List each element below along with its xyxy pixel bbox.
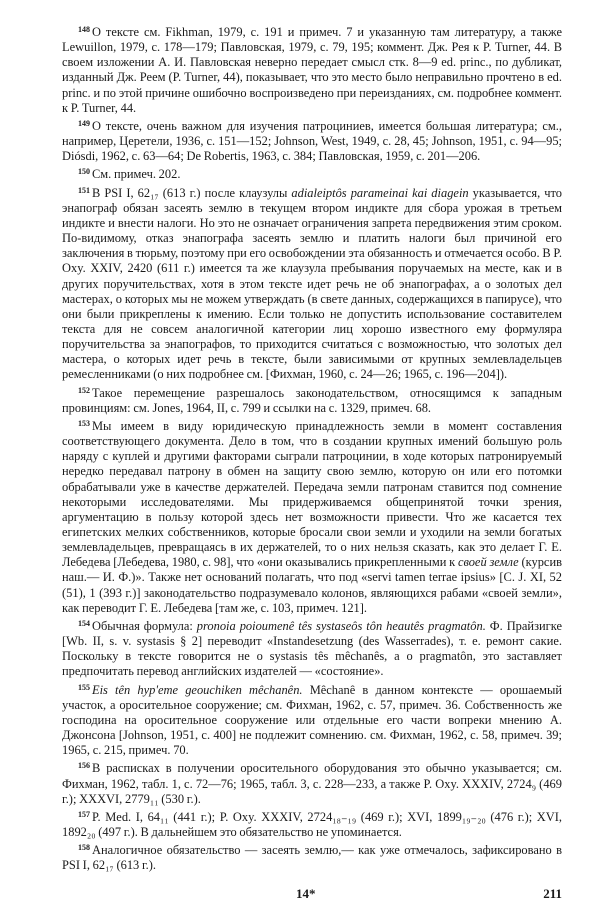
footnote-text: P. Med. I, 64₁₁ (441 г.); P. Oxy. XXXIV, 2724₁₈₋₁₉ (469 г.); XVI, 1899₁₉₋₂₀ (476 г.); XVI, 1892₂₀ (497 г.). В дальнейшем это обязательство не упоминается. — [62, 809, 562, 839]
page-number: 211 — [543, 886, 562, 901]
footnote-text: Такое перемещение разрешалось законодательством, относящимся к западным провинциям: см. Jones, 1964, II, с. 799 и ссылки на с. 1329, примеч. 68. — [62, 385, 562, 415]
footnote-text: Аналогичное обязательство — засеять землю,— как уже отмечалось, зафиксировано в PSI I, 62₁₇ (613 г.). — [62, 843, 562, 873]
footnote-number: 150 — [78, 167, 90, 177]
footnote-152 — [62, 383, 562, 416]
page-footer — [62, 886, 562, 904]
footnote-156 — [62, 758, 562, 806]
footnote-number: 152 — [78, 385, 90, 395]
footnote-italic-phrase: pronoia poioumenê tês systaseôs tôn heautês pragmatôn. — [196, 618, 486, 633]
footnote-153 — [62, 416, 562, 616]
footnote-text-end: (курсив наш.— И. Ф.)». Также нет оснований полагать, что под «servi tamen terrae ipsius» [C. J. XI, 52 (51), 1 (393 г.)] законодательство подразумевало колонов, являющихся рабами «своей земли», как переводит Г. Е. Лебедева [там же, с. 103, примеч. 121]. — [62, 555, 562, 615]
footnote-text-end: указывается, что энапограф обязан засеять землю в текущем втором индикте для сбора урожая в третьем индикте и внести налоги. Но это не означает ограничения запрета передвижения этим сроком. По-видимому, отказ энапографа засеять землю и платить налоги был причиной его заключения в тюрьму, поэтому при его освобождении эта обязанность и отмечается особо. В P. Oxy. XXIV, 2420 (611 г.) имеется та же клаузула пребывания поручаемых на месте, как и в других поручительствах, хотя в этом тексте идет речь не об энапографах, а о золотых дел мастерах, о которых мы не можем утверждать (в свете данных, содержащихся в папирусе), что они были прикреплены к имению. Если только не допустить использование составителем текста для не совсем аналогичной категории лиц хорошо известного ему формуляра поручительства за энапографов, то приходится считаться с возможностью, что золотых дел мастера, о которых идет речь в тексте, были зависимыми от крупных землевладельцев ремесленниками (о них подробнее см. [Фихман, 1960, с. 24—26; 1965, с. 196—204]). — [62, 185, 562, 382]
footnote-text: О тексте см. Fikhman, 1979, с. 191 и примеч. 7 и указанную там литературу, а также Lewuillon, 1979, с. 178—179; Павловская, 1979, с. 79, 195; коммент. Дж. Рея к P. Turner, 44. В своем изложении А. И. Павловская неверно передает смысл стк. 8—9 ed. princ., по дубликат, изданный Дж. Реем (P. Turner, 44), показывает, что это место было неправильно прочтено в ed. princ. и по этой причине ошибочно воспроизведено при переизданиях, см. подробнее коммент. к P. Turner, 44. — [62, 25, 562, 115]
footnote-text-start: Обычная формула: — [92, 618, 197, 633]
footnote-italic-phrase: Eis tên hyp'eme geouchiken mêchanên. — [92, 682, 303, 697]
footnote-number: 151 — [78, 185, 90, 195]
footnote-154 — [62, 616, 562, 680]
footnote-text: См. примеч. 202. — [92, 167, 181, 182]
footnote-number: 148 — [78, 25, 90, 34]
footnote-text-end: Ф. Прайзигке [Wb. II, s. v. systasis § 2] переводит «Instandesetzung (des Wasserrades), т. е. ремонт сакие. Поскольку в тексте говорится не о systasis tês mêchanês, а о pragmatôn, это заставляет предпочитать перевод английских издателей — «состояние». — [62, 618, 563, 679]
footnote-148 — [62, 22, 562, 116]
footnote-text-end: Mêchanê в данном контексте — орошаемый участок, а оросительное сооружение; см. Фихман, 1962, с. 57, примеч. 36. Собственность же господина на оросительное сооружение или отдельные его части вопреки мнению А. Джонсона [Johnson, 1951, с. 400] не подлежит сомнению. см. Фихман, 1962, с. 58, примеч. 39; 1965, с. 215, примеч. 70. — [62, 682, 562, 758]
footnote-italic-phrase: adialeiptôs parameinai kai diagein — [291, 185, 469, 200]
footnote-150 — [62, 164, 562, 182]
notes-column — [62, 22, 562, 873]
footnote-text: В расписках в получении оросительного оборудования это обычно указывается; см. Фихман, 1962, табл. 1, с. 72—76; 1965, табл. 3, с. 228—233, а также P. Oxy. XXXIV, 2724₉ (469 г.); XXXVI, 2779₁₁ (530 г.). — [62, 761, 562, 806]
footnote-text-start: Мы имеем в виду юридическую принадлежность земли в момент составления соответствующего документа. Дело в том, что в создании крупных имений большую роль наряду с куплей и другими факторами сыграли патроцинии, в ходе которых патронируемый нередко передавал патрону в обмен на защиту свою землю, которую он или его потомки обрабатывали уже в качестве держателей. Передача земли патронам ставится под сомнение некоторыми исследователями. Мы придерживаемся общепринятой точки зрения, аргументацию в пользу которой здесь нет возможности привести. Что же касается тех египетских мелких собственников, которые бросали свои земли и уходили на земли богатых землевладельцев, превращаясь в их держателей, то о них нельзя сказать, как это делает Г. Е. Лебедева [Лебедева, 1980, с. 98], что «они оказывались прикрепленными к — [62, 418, 562, 570]
footnote-number: 149 — [78, 118, 90, 128]
footnote-text: О тексте, очень важном для изучения патроциниев, имеется большая литература; см., например, Церетели, 1936, с. 151—152; Johnson, West, 1949, с. 28, 45; Johnson, 1951, с. 94—95; Diósdi, 1962, с. 63—64; De Robertis, 1963, с. 384; Павловская, 1959, с. 201—206. — [62, 118, 562, 164]
footnote-149 — [62, 116, 562, 164]
footnote-number: 156 — [78, 761, 90, 771]
signature-mark: 14* — [296, 886, 316, 901]
footnote-157 — [62, 807, 562, 840]
footnote-text-start: В PSI I, 62₁₇ (613 г.) после клаузулы — [92, 185, 292, 200]
footnote-number: 153 — [78, 418, 90, 428]
footnote-number: 155 — [78, 682, 90, 692]
footnote-number: 158 — [78, 843, 90, 853]
footnote-155 — [62, 680, 562, 759]
footnote-151 — [62, 183, 562, 383]
footnote-158 — [62, 840, 562, 873]
footnote-number: 154 — [78, 618, 90, 628]
footnote-number: 157 — [78, 809, 90, 819]
footnote-italic-phrase: своей земле — [457, 555, 519, 570]
